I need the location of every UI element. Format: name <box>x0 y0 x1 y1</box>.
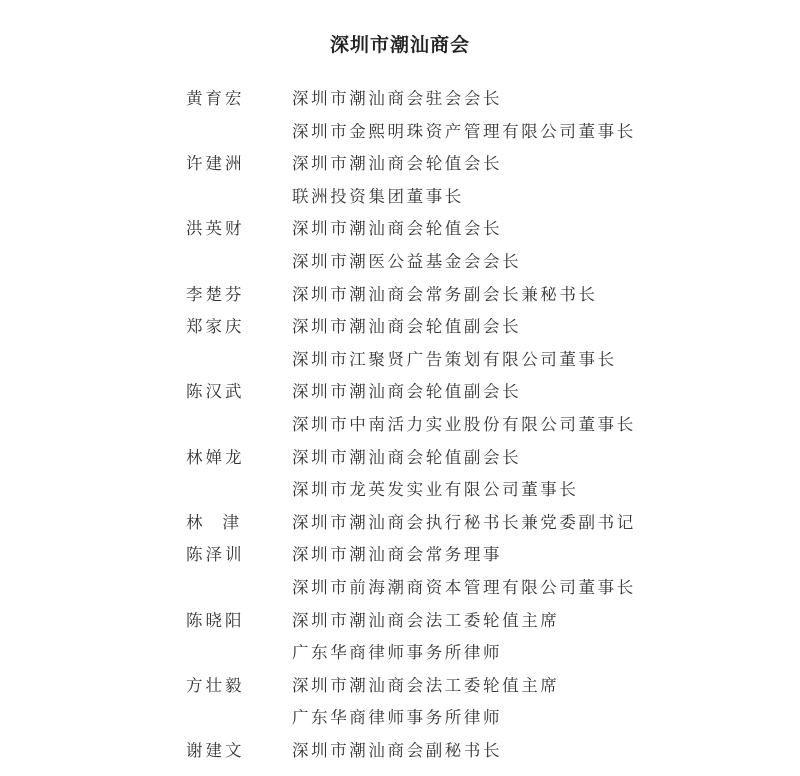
member-name: 黄育宏 <box>186 89 245 108</box>
list-item <box>0 605 800 638</box>
member-role: 深圳市潮汕商会轮值会长 <box>292 219 503 239</box>
list-item <box>0 409 800 442</box>
list-item <box>0 344 800 377</box>
list-item <box>0 637 800 670</box>
member-role: 深圳市潮汕商会常务理事 <box>292 545 503 565</box>
member-role: 深圳市潮汕商会轮值会长 <box>292 154 503 174</box>
list-item <box>0 181 800 214</box>
list-item <box>0 311 800 344</box>
member-role: 联洲投资集团董事长 <box>292 186 464 206</box>
member-name: 许建洲 <box>186 154 245 174</box>
list-item <box>0 279 800 312</box>
member-role: 深圳市金熙明珠资产管理有限公司董事长 <box>292 121 636 141</box>
member-name: 林婵龙 <box>186 447 245 467</box>
list-item <box>0 148 800 181</box>
list-item <box>0 83 800 116</box>
member-role: 深圳市中南活力实业股份有限公司董事长 <box>292 414 636 434</box>
member-role: 深圳市潮汕商会轮值副会长 <box>292 447 522 467</box>
member-role: 深圳市江聚贤广告策划有限公司董事长 <box>292 349 617 369</box>
list-item <box>0 474 800 507</box>
member-role: 广东华商律师事务所律师 <box>292 708 503 728</box>
document-title: 深圳市潮汕商会 <box>329 34 470 56</box>
member-role: 深圳市潮汕商会轮值副会长 <box>292 382 522 402</box>
member-role: 广东华商律师事务所律师 <box>292 643 503 663</box>
member-role: 深圳市潮汕商会轮值副会长 <box>292 317 522 337</box>
member-name: 方壮毅 <box>186 675 245 695</box>
member-name: 郑家庆 <box>186 317 245 337</box>
list-item <box>0 442 800 475</box>
list-item <box>0 213 800 246</box>
list-item <box>0 539 800 572</box>
list-item <box>0 702 800 735</box>
member-role: 深圳市前海潮商资本管理有限公司董事长 <box>292 577 636 597</box>
member-name: 陈泽训 <box>186 545 245 565</box>
list-item <box>0 116 800 149</box>
member-role: 深圳市潮汕商会驻会会长 <box>292 89 503 108</box>
member-role: 深圳市潮医公益基金会会长 <box>292 251 522 271</box>
list-item <box>0 246 800 279</box>
member-name: 林津 <box>186 512 259 532</box>
member-name: 陈汉武 <box>186 382 245 402</box>
member-role: 深圳市潮汕商会副秘书长 <box>292 740 503 760</box>
member-list <box>0 83 800 767</box>
list-item <box>0 735 800 768</box>
member-role: 深圳市潮汕商会常务副会长兼秘书长 <box>292 284 598 304</box>
list-item <box>0 572 800 605</box>
list-item <box>0 670 800 703</box>
member-name: 陈晓阳 <box>186 610 245 630</box>
member-role: 深圳市潮汕商会法工委轮值主席 <box>292 610 560 630</box>
member-name: 李楚芬 <box>186 284 245 304</box>
member-name: 洪英财 <box>186 219 245 239</box>
member-role: 深圳市潮汕商会法工委轮值主席 <box>292 675 560 695</box>
member-role: 深圳市龙英发实业有限公司董事长 <box>292 480 579 500</box>
list-item <box>0 507 800 540</box>
list-item <box>0 376 800 409</box>
member-name: 谢建文 <box>186 740 245 760</box>
member-role: 深圳市潮汕商会执行秘书长兼党委副书记 <box>292 512 636 532</box>
